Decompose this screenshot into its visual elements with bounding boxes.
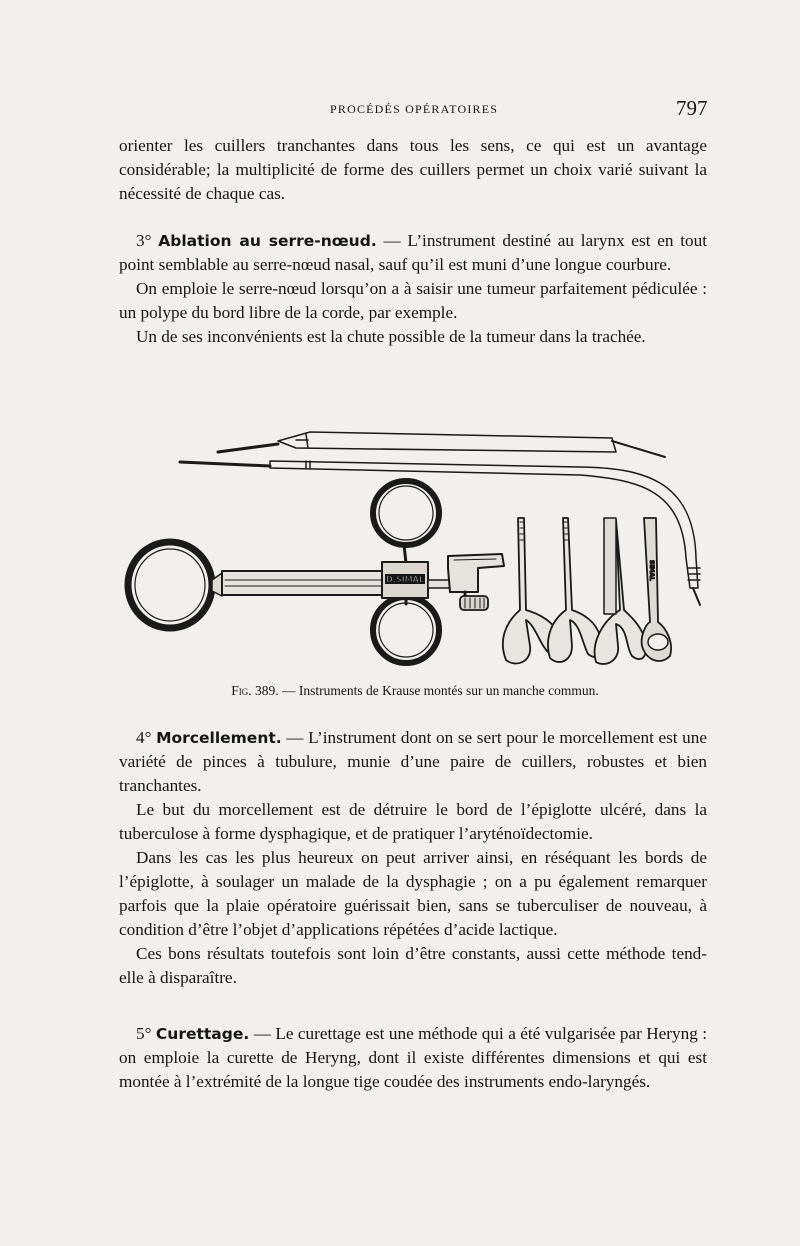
section-3-number: 3° xyxy=(136,231,152,250)
handle-shaft xyxy=(212,571,384,596)
section-5-lead: — Le curettage est une méthode qui a été vulgarisée par Heryng : on emploie la curette de Heryng, dont il existe différentes dimensions et qui est montée à l’extrémité de la longue tige coudée des instruments endo-laryngés. xyxy=(119,1024,708,1091)
forceps-tip-3 xyxy=(595,518,646,664)
section-4-first-paragraph xyxy=(119,726,707,798)
figure-caption-text: — Instruments de Krause montés sur un manche commun. xyxy=(281,683,599,698)
section-4-paragraph: Dans les cas les plus heureux on peut arriver ainsi, en réséquant les bords de l’épiglotte, à soulager un malade de la dysphagie ; on a pu également remarquer parfois que la plaie opératoire guérissait bien, sans se tuberculiser de nouveau, à condition d’être l’objet d’applications répétées d’acide lactique. xyxy=(119,848,707,939)
figure-label: Fig. 389. xyxy=(231,683,279,698)
section-4-title: Morcellement. xyxy=(156,729,282,747)
section-3-title: Ablation au serre-nœud. xyxy=(158,232,377,250)
stamp-mark-right: SIMAL xyxy=(648,560,655,581)
section-4-block xyxy=(119,726,707,990)
curette-tip xyxy=(642,518,671,661)
page-number: 797 xyxy=(676,96,708,120)
section-5-first-paragraph xyxy=(119,1022,707,1094)
handle-left-ring xyxy=(128,542,212,628)
section-5-block xyxy=(119,1022,707,1094)
forceps-tip-2 xyxy=(548,518,602,662)
section-5-title: Curettage. xyxy=(155,1025,250,1043)
intro-paragraph: orienter les cuillers tranchantes dans tous les sens, ce qui est un avantage considérable; la multiplicité de forme des cuillers permet un choix varié suivant la nécessité de chaque cas. xyxy=(119,136,707,203)
section-3-paragraph: Un de ses inconvénients est la chute possible de la tumeur dans la trachée. xyxy=(136,327,646,346)
section-3-block xyxy=(119,229,707,349)
figure-389-krause-instruments xyxy=(120,410,720,675)
section-4-paragraph: Ces bons résultats toutefois sont loin d’être constants, aussi cette méthode tend-elle à disparaître. xyxy=(119,944,707,987)
section-5-number: 5° xyxy=(136,1024,152,1043)
section-3-paragraph: On emploie le serre-nœud lorsqu’on a à saisir une tumeur parfaitement pédiculée : un polype du bord libre de la corde, par exemple. xyxy=(119,279,707,322)
section-4-paragraph: Le but du morcellement est de détruire le bord de l’épiglotte ulcéré, dans la tuberculose à forme dysphagique, et de pratiquer l’aryténoïdectomie. xyxy=(119,800,707,843)
handle-upper-ring xyxy=(373,481,439,563)
handle-slider-block xyxy=(382,554,504,598)
section-3-first-paragraph xyxy=(119,229,707,277)
figure-caption xyxy=(120,683,710,699)
intro-paragraph-block xyxy=(119,134,707,206)
upper-rod-instrument xyxy=(218,432,665,457)
thumb-screw xyxy=(460,592,488,610)
running-head: PROCÉDÉS OPÉRATOIRES xyxy=(330,102,499,116)
section-4-lead: — L’instrument dont on se sert pour le morcellement est une variété de pinces à tubulure, munie d’une paire de cuillers, robustes et bien tranchantes. xyxy=(119,728,707,795)
section-4-number: 4° xyxy=(136,728,152,747)
section-3-lead: — L’instrument destiné au larynx est en tout point semblable au serre-nœud nasal, sauf qu’il est muni d’une longue courbure. xyxy=(119,231,708,274)
handle-lower-ring xyxy=(373,597,439,663)
stamp-mark-left: D.SIMAL xyxy=(386,575,424,584)
page-header xyxy=(0,98,800,124)
